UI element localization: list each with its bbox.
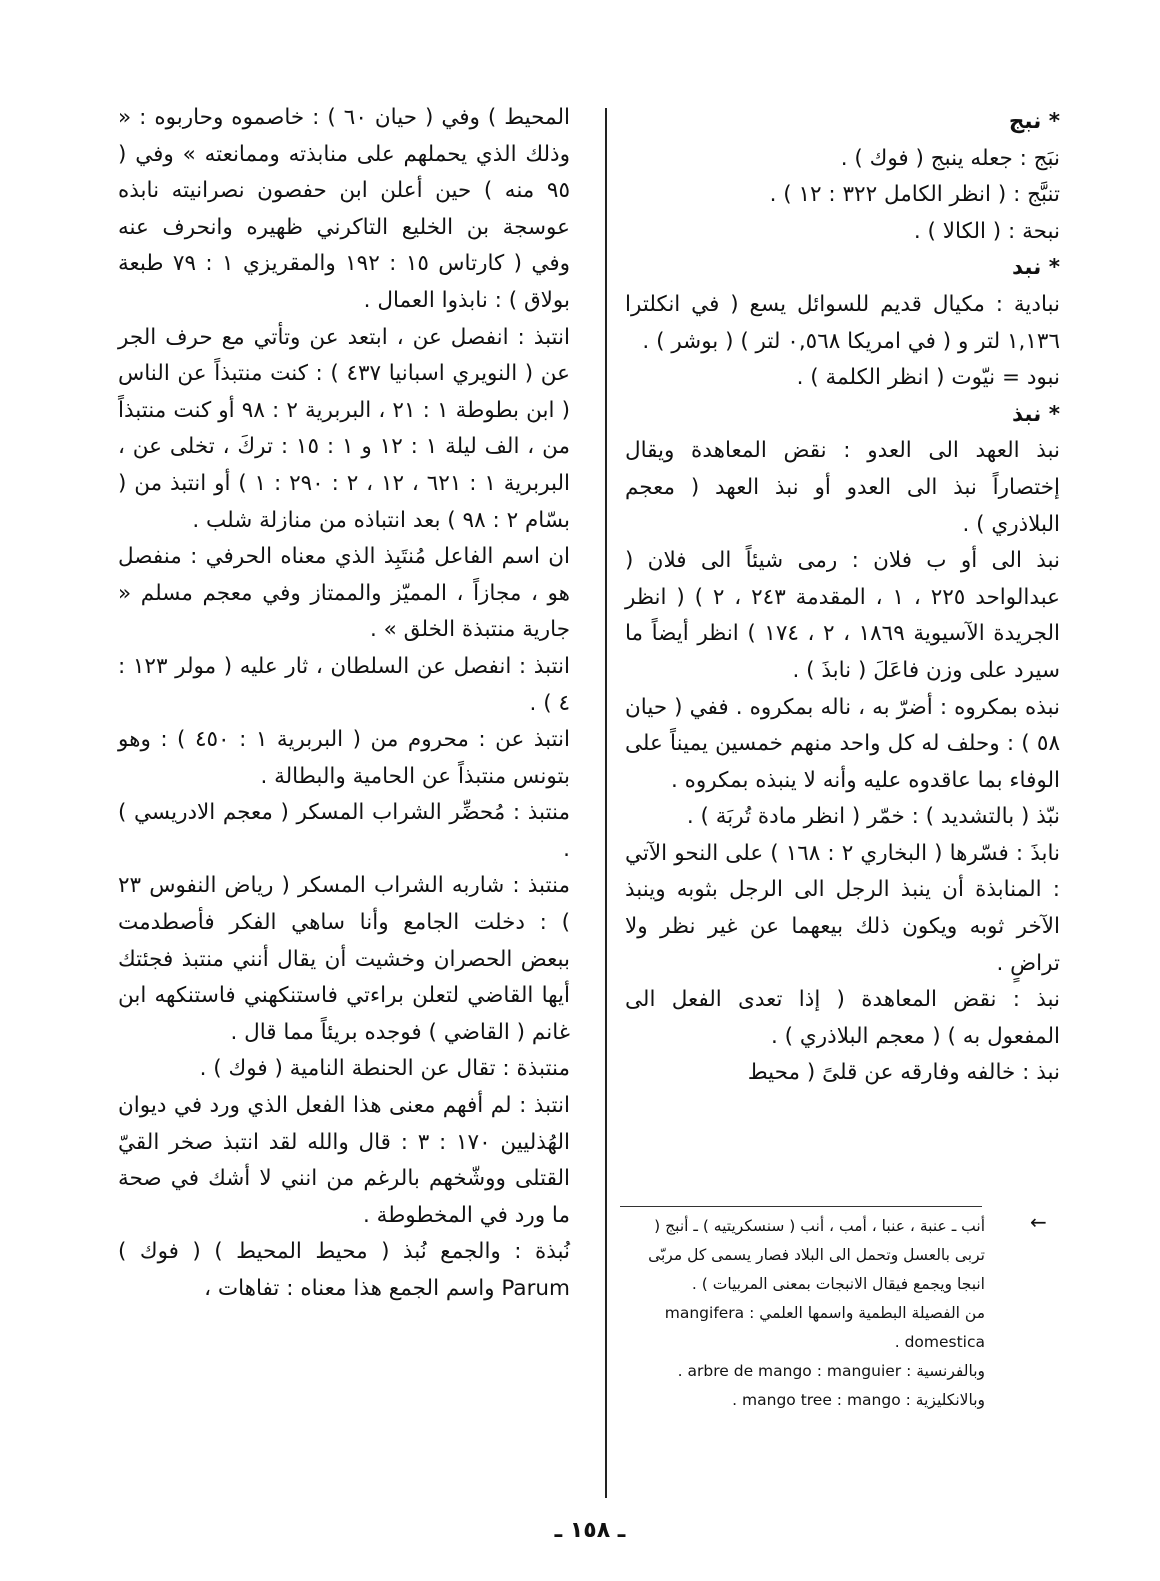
right-column-paragraph: * نبذ — [1012, 401, 1060, 427]
left-column-paragraph: انتبذ : لم أفهم معنى هذا الفعل الذي ورد في ديوان الهُذليين ١٧٠ : ٣ : قال والله لقد انتبذ صخر القيّ القتلى ووشّخهم بالرغم من انني لا أشك في صحة ما ورد في المخطوطة . — [118, 1093, 570, 1228]
right-column-paragraph: نبذه بمكروه : أضرّ به ، ناله بمكروه . ففي ( حيان ٥٨ ) : وحلف له كل واحد منهم خمسين يميناً على الوفاء بما عاقدوه عليه وأنه لا ينبذه بمكروه . — [625, 694, 1060, 793]
left-column-paragraph: منتبذ : مُحضِّر الشراب المسكر ( معجم الادريسي ) . — [118, 800, 570, 862]
right-column-paragraph: تنبَّج : ( انظر الكامل ٣٢٢ : ١٢ ) . — [769, 182, 1060, 208]
left-column-paragraph: المحيط ) وفي ( حيان ٦٠ ) : خاصموه وحاربوه : « وذلك الذي يحملهم على منابذته وممانعته » وفي ( ٩٥ منه ) حين أعلن ابن حفصون نصرانيته نابذه عوسجة بن الخليع التاكرني ظهيره وانحرف عنه وفي ( كارتاس ١٥ : ١٩٢ والمقريزي ١ : ٧٩ طبعة بولاق ) : نابذوا العمال . — [118, 105, 571, 313]
left-column-paragraph: انتبذ : انفصل عن ، ابتعد عن وتأتي مع حرف الجر عن ( النويري اسبانيا ٤٣٧ ) : كنت منتبذاً عن الناس ( ابن بطوطة ١ : ٢١ ، البربرية ٢ : ٩٨ أو كنت منتبذاً من ، الف ليلة ١ : ١٢ و ١ : ١٥ : تركَ ، تخلى عن ، البربرية ١ : ٦٢١ ، ١٢ ، ٢ : ٢٩٠ : ١ ) أو انتبذ من ( بسّام ٢ : ٩٨ ) بعد انتباذه من منازلة شلب . — [118, 324, 571, 533]
right-column-paragraph: نبّذ ( بالتشديد ) : خمّر ( انظر مادة تُربَة ) . — [686, 804, 1060, 830]
right-column-paragraph: نبذ : خالفه وفارقه عن قلىً ( محيط — [747, 1060, 1060, 1086]
right-column-paragraph: * نبد — [1012, 255, 1060, 281]
column-divider — [605, 108, 607, 1498]
right-column-paragraph: نبادية : مكيال قديم للسوائل يسع ( في انكلترا ١,١٣٦ لتر و ( في امريكا ٠,٥٦٨ لتر ) ( بوشر ) . — [625, 291, 1060, 354]
footnote-line: من الفصيلة البطمية واسمها العلمي : mangifera domestica . — [664, 1304, 985, 1351]
right-column — [625, 104, 1060, 1092]
left-column-paragraph: نُبذة : والجمع نُبذ ( محيط المحيط ) ( فوك ) Parum واسم الجمع هذا معناه : تفاهات ، — [118, 1239, 570, 1301]
footnote-divider — [620, 1206, 982, 1207]
footnote-line: وبالفرنسية : arbre de mango : manguier . — [677, 1362, 985, 1380]
left-column-paragraph: انتبذ : انفصل عن السلطان ، ثار عليه ( مولر ١٢٣ : ٤ ) . — [118, 653, 571, 716]
right-column-paragraph: نبَج : جعله ينبج ( فوك ) . — [840, 145, 1060, 171]
left-column — [118, 100, 570, 1308]
left-column-paragraph: منتبذة : تقال عن الحنطة النامية ( فوك ) . — [199, 1056, 570, 1082]
right-column-paragraph: نبذ الى أو ب فلان : رمى شيئاً الى فلان ( عبدالواحد ٢٢٥ ، ١ ، المقدمة ٢٤٣ ، ٢ ) ( انظر الجريدة الآسيوية ١٨٦٩ ، ٢ ، ١٧٤ ) انظر أيضاً ما سيرد على وزن فاعَلَ ( نابذَ ) . — [625, 548, 1061, 683]
right-column-paragraph: نبذ العهد الى العدو : نقض المعاهدة ويقال إختصاراً نبذ الى العدو أو نبذ العهد ( معجم البلاذري ) . — [625, 438, 1060, 537]
right-column-paragraph: نبذ : نقض المعاهدة ( إذا تعدى الفعل الى المفعول به ) ( معجم البلاذري ) . — [625, 987, 1060, 1049]
left-column-paragraph: منتبذ : شاربه الشراب المسكر ( رياض النفوس ٢٣ ) : دخلت الجامع وأنا ساهي الفكر فأصطدمت ببعض الحصران وخشيت أن يقال أنني منتبذ فجئتك أيها القاضي لتعلن براءتي فاستنكهني فاستنكهه ابن غانم ( القاضي ) فوجده بريئاً مما قال . — [118, 873, 570, 1045]
footnote-line: أنب ـ عنبة ، عنبا ، أمب ، أنب ( سنسكريتيه ) ـ أنبج ( تربى بالعسل وتحمل الى البلاد فصار يسمى كل مربّى انبجا ويجمع فيقال الانبجات بمعنى المربيات ) . — [648, 1217, 985, 1293]
footnote — [625, 1212, 985, 1415]
page-number: ـ ١٥٨ ـ — [554, 1518, 626, 1543]
footnote-arrow-icon: ← — [1030, 1210, 1047, 1234]
left-column-paragraph: ان اسم الفاعل مُنتَبِذ الذي معناه الحرفي : منفصل هو ، مجازاً ، المميّز والممتاز وفي معجم مسلم « جارية منتبذة الخلق » . — [118, 544, 570, 643]
right-column-paragraph: نبحة : ( الكالا ) . — [913, 218, 1060, 244]
footnote-line: وبالانكليزية : mango tree : mango . — [732, 1391, 985, 1409]
right-column-paragraph: نبود = نيّوت ( انظر الكلمة ) . — [796, 365, 1060, 391]
right-column-paragraph: * نبج — [1008, 109, 1060, 134]
right-column-paragraph: نابذَ : فسّرها ( البخاري ٢ : ١٦٨ ) على النحو الآتي : المنابذة أن ينبذ الرجل الى الرجل بثوبه وينبذ الآخر ثوبه ويكون ذلك بيعهما عن غير نظر ولا تراضٍ . — [625, 840, 1061, 976]
left-column-paragraph: انتبذ عن : محروم من ( البربرية ١ : ٤٥٠ ) : وهو بتونس منتبذاً عن الحامية والبطالة . — [118, 727, 571, 789]
